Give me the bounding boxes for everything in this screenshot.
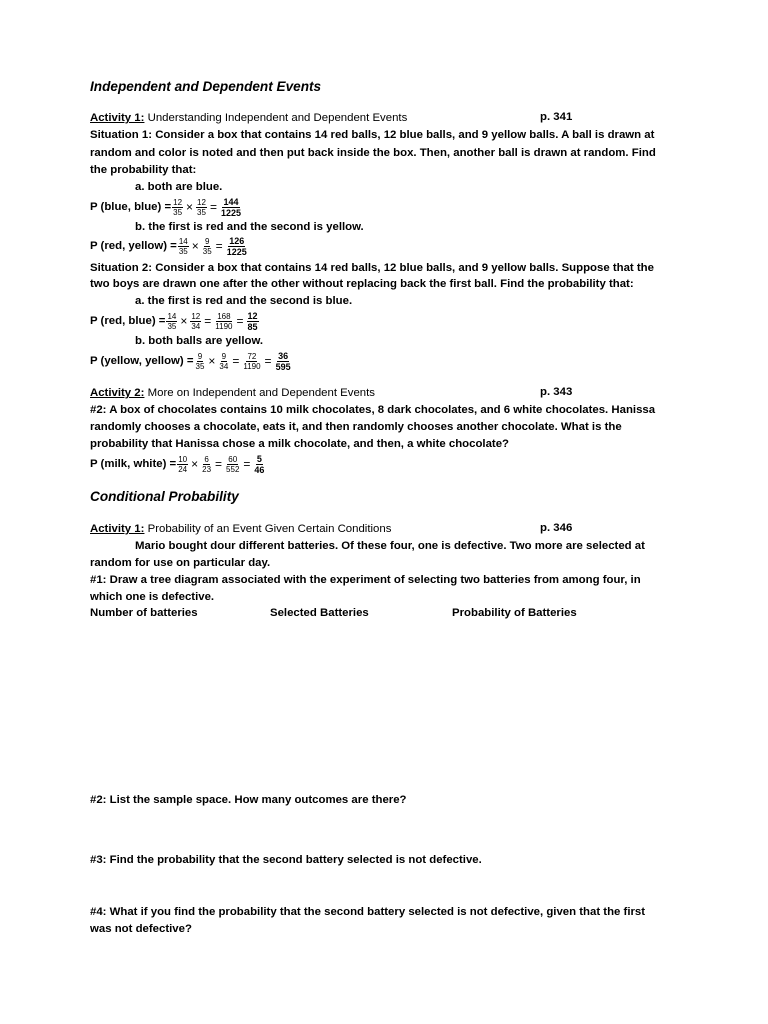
fraction: $\frac{9}{34}$ (219, 351, 229, 371)
activity-title: Probability of an Event Given Certain Conditions (147, 523, 392, 535)
activity2-line (90, 386, 375, 400)
fraction-result: $\frac{144}{1225}$ (220, 196, 241, 218)
situation-text: Consider a box that contains 14 red balls, 12 blue balls, and 9 yellow balls. A ball is drawn at (155, 129, 655, 141)
fraction: $\frac{12}{35}$ (173, 197, 183, 217)
situation2-line-1 (90, 261, 654, 275)
equation-lhs: P (red, yellow) = (90, 240, 177, 252)
activity-label: Activity 1: (90, 523, 145, 535)
question-2-line-1: #2: A box of chocolates contains 10 milk chocolates, 8 dark chocolates, and 6 white chocolates. Hanissa (90, 404, 656, 416)
activity-title: Understanding Independent and Dependent Events (147, 112, 408, 124)
equation-red-blue: P (red, blue) = $\frac{14}{35}$ × $\frac{12}{34}$ = $\frac{168}{1190}$ = $\frac{12}{85}$ (90, 310, 258, 332)
situation-label: Situation 2: (90, 262, 153, 274)
fraction-result: $\frac{126}{1225}$ (226, 235, 247, 257)
situation1-line-3: the probability that: (90, 164, 197, 176)
fraction: $\frac{12}{35}$ (197, 197, 206, 217)
situation1-line-2: random and color is noted and then put back inside the box. Then, another ball is drawn at random. Find (90, 147, 656, 159)
column-header-number: Number of batteries (90, 607, 198, 619)
equation-blue-blue: P (blue, blue) = $\frac{12}{35}$ × $\frac{12}{35}$ = $\frac{144}{1225}$ (90, 196, 241, 218)
equation-lhs: P (blue, blue) = (90, 201, 172, 213)
fraction: $\frac{10}{24}$ (178, 454, 188, 474)
page-reference: p. 341 (540, 111, 573, 123)
equation-lhs: P (red, blue) = (90, 315, 166, 327)
equation-milk-white: P (milk, white) = $\frac{10}{24}$ × $\frac{6}{23}$ = $\frac{60}{552}$ = $\frac{5}{46}$ (90, 453, 265, 475)
equation-yellow-yellow: P (yellow, yellow) = $\frac{9}{35}$ × $\frac{9}{34}$ = $\frac{72}{1190}$ = $\frac{36}{595}$ (90, 350, 291, 372)
situation1-item-b: b. the first is red and the second is yellow. (135, 221, 364, 233)
question-1-line-2: which one is defective. (90, 591, 215, 603)
conditional-activity1-line (90, 522, 391, 536)
page-reference: p. 346 (540, 522, 573, 534)
situation2-item-b: b. both balls are yellow. (135, 335, 264, 347)
question-4-line-1: #4: What if you find the probability that the second battery selected is not defective, given that the first (90, 906, 646, 918)
fraction: $\frac{72}{1190}$ (243, 351, 261, 371)
intro-line-2: random for use on particular day. (90, 557, 271, 569)
fraction: $\frac{168}{1190}$ (215, 311, 233, 331)
fraction-result: $\frac{5}{46}$ (254, 453, 265, 475)
situation2-item-a: a. the first is red and the second is blue. (135, 295, 353, 307)
fraction: $\frac{14}{35}$ (167, 311, 177, 331)
situation-label: Situation 1: (90, 129, 153, 141)
question-2-line-2: randomly chooses a chocolate, eats it, and then randomly chooses another chocolate. What is the (90, 421, 622, 433)
equation-lhs: P (yellow, yellow) = (90, 355, 194, 367)
fraction: $\frac{60}{552}$ (226, 454, 240, 474)
fraction: $\frac{9}{35}$ (202, 236, 212, 256)
fraction: $\frac{6}{23}$ (202, 454, 212, 474)
fraction-result: $\frac{36}{595}$ (275, 350, 291, 372)
fraction-result: $\frac{12}{85}$ (247, 310, 258, 332)
activity1-line (90, 111, 407, 125)
question-1-line-1: #1: Draw a tree diagram associated with the experiment of selecting two batteries from among four, in (90, 574, 641, 586)
fraction: $\frac{9}{35}$ (195, 351, 205, 371)
question-3: #3: Find the probability that the second battery selected is not defective. (90, 854, 482, 866)
question-2-sample-space: #2: List the sample space. How many outcomes are there? (90, 794, 407, 806)
column-header-probability: Probability of Batteries (452, 607, 577, 619)
activity-label: Activity 2: (90, 387, 145, 399)
section-heading-independent: Independent and Dependent Events (90, 79, 322, 94)
fraction: $\frac{14}{35}$ (178, 236, 188, 256)
column-header-selected: Selected Batteries (270, 607, 369, 619)
question-4-line-2: was not defective? (90, 923, 192, 935)
equation-lhs: P (milk, white) = (90, 458, 177, 470)
page-reference: p. 343 (540, 386, 573, 398)
fraction: $\frac{12}{34}$ (191, 311, 201, 331)
question-2-line-3: probability that Hanissa chose a milk chocolate, and then, a white chocolate? (90, 438, 510, 450)
activity-label: Activity 1: (90, 112, 145, 124)
activity-title: More on Independent and Dependent Events (147, 387, 375, 399)
situation-text: Consider a box that contains 14 red balls, 12 blue balls, and 9 yellow balls. Suppose that the (155, 262, 654, 274)
situation1-line-1 (90, 128, 654, 142)
intro-line-1: Mario bought dour different batteries. Of these four, one is defective. Two more are selected at (135, 540, 645, 552)
section-heading-conditional: Conditional Probability (90, 489, 239, 504)
situation2-line-2: two boys are drawn one after the other without replacing back the first ball. Find the probability that: (90, 278, 634, 290)
situation1-item-a: a. both are blue. (135, 181, 223, 193)
equation-red-yellow: P (red, yellow) = $\frac{14}{35}$ × $\frac{9}{35}$ = $\frac{126}{1225}$ (90, 235, 247, 257)
